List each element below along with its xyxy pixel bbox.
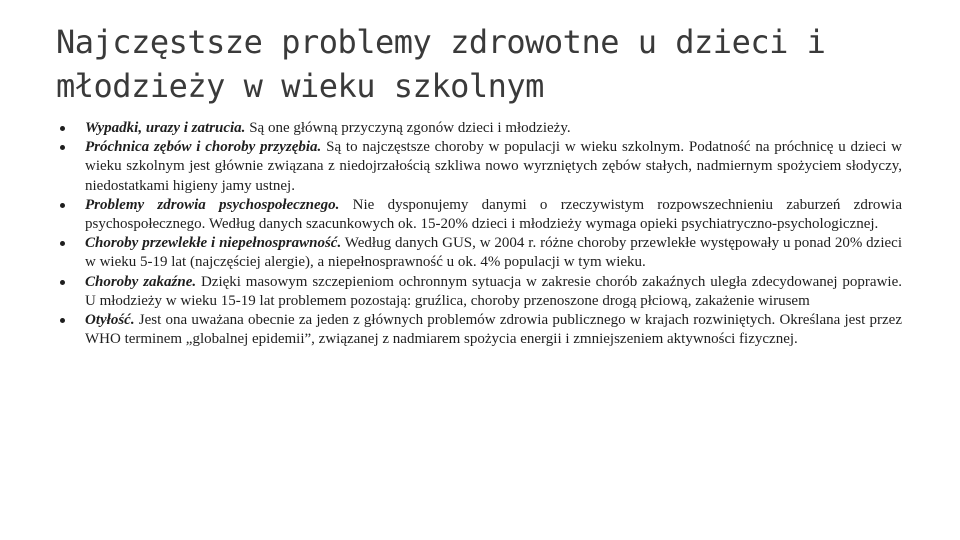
bullet-item-dental xyxy=(60,138,902,196)
bullet-text: Są to najczęstsze choroby w populacji w wieku szkolnym. Podatność na próchnicę u dzieci w wieku szkolnym jest głównie związana z niedojrzałością szkliwa nowo wyrzniętych zębów stałych, nadmiernym spożyciem słodyczy, niedostatkami higieny jamy ustnej. xyxy=(85,139,903,194)
title-line-2: młodzieży w wieku szkolnym xyxy=(56,67,544,105)
bullet-dot-icon xyxy=(60,203,65,208)
bullet-lead: Próchnica zębów i choroby przyzębia. xyxy=(85,139,322,156)
bullet-item-obesity xyxy=(60,311,902,349)
bullet-dot-icon xyxy=(60,126,65,131)
bullet-lead: Otyłość. xyxy=(85,312,135,329)
slide-title xyxy=(56,20,916,108)
bullet-lead: Problemy zdrowia psychospołecznego. xyxy=(85,196,340,213)
bullet-text: Według danych GUS, w 2004 r. różne choroby przewlekłe występowały u ponad 20% dzieci w wieku 5-19 lat (najczęściej alergie), a niepełnosprawność u ok. 4% populacji w tym wieku. xyxy=(85,235,902,271)
title-line-1: Najczęstsze problemy zdrowotne u dzieci i xyxy=(56,23,826,61)
bullet-list xyxy=(60,119,902,349)
bullet-item-infectious xyxy=(60,273,902,311)
bullet-lead: Choroby zakaźne. xyxy=(85,273,197,290)
bullet-dot-icon xyxy=(60,318,65,323)
bullet-text: Dzięki masowym szczepieniom ochronnym sytuacja w zakresie chorób zakaźnych uległa zdecydowanej poprawie. U młodzieży w wieku 15-19 lat problemem pozostają: gruźlica, choroby przenoszone drogą płciową, zakażenie wirusem xyxy=(85,273,902,309)
bullet-dot-icon xyxy=(60,280,65,285)
bullet-dot-icon xyxy=(60,145,65,150)
bullet-dot-icon xyxy=(60,241,65,246)
bullet-item-accidents xyxy=(60,119,902,138)
bullet-text: Jest ona uważana obecnie za jeden z głównych problemów zdrowia publicznego w krajach rozwiniętych. Określana jest przez WHO terminem „globalnej epidemii”, związanej z nadmiarem spożycia energii i zmniejszeniem aktywności fizycznej. xyxy=(85,312,902,348)
bullet-item-psychosocial xyxy=(60,196,902,234)
bullet-text: Nie dysponujemy danymi o rzeczywistym rozpowszechnieniu zaburzeń zdrowia psychospołecznego. Według danych szacunkowych ok. 15-20% dzieci i młodzieży wymaga opieki psychiatryczno-psychologicznej. xyxy=(85,196,902,233)
bullet-lead: Choroby przewlekłe i niepełnosprawność. xyxy=(85,235,342,252)
bullet-text: Są one główną przyczyną zgonów dzieci i młodzieży. xyxy=(245,120,571,136)
bullet-lead: Wypadki, urazy i zatrucia. xyxy=(85,120,246,136)
bullet-item-chronic xyxy=(60,234,902,272)
